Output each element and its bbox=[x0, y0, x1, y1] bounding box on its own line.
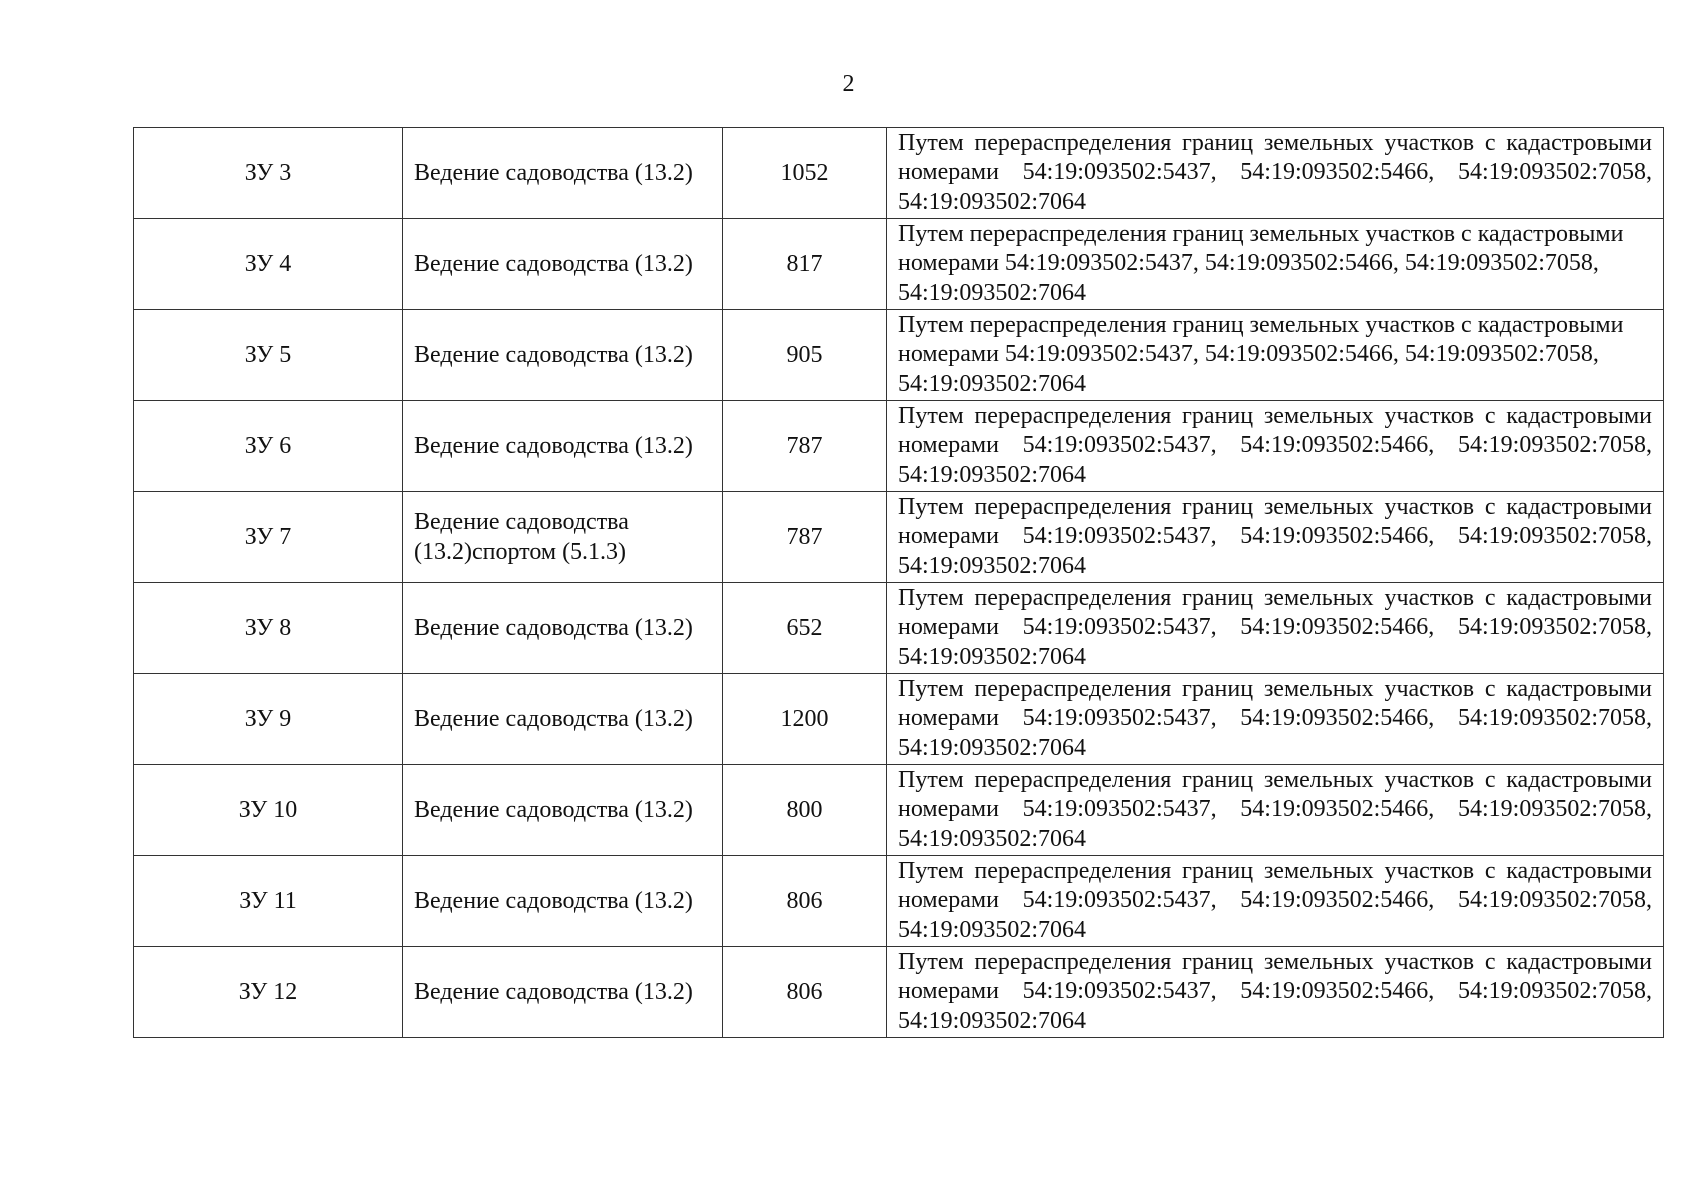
formation-method-cell: Путем перераспределения границ земельных участков с кадастровыми номерами 54:19:093502:5437, 54:19:093502:5466, 54:19:093502:7058, 54:19:093502:7064 bbox=[887, 492, 1664, 583]
formation-method-cell: Путем перераспределения границ земельных участков с кадастровыми номерами 54:19:093502:5437, 54:19:093502:5466, 54:19:093502:7058, 54:19:093502:7064 bbox=[887, 947, 1664, 1038]
land-plots-table bbox=[133, 127, 1664, 1038]
plot-id-cell: ЗУ 11 bbox=[134, 856, 403, 947]
land-plots-table-body bbox=[134, 128, 1664, 1038]
permitted-use-cell: Ведение садоводства (13.2) bbox=[403, 947, 723, 1038]
table-row bbox=[134, 947, 1664, 1038]
formation-method-cell: Путем перераспределения границ земельных участков с кадастровыми номерами 54:19:093502:5437, 54:19:093502:5466, 54:19:093502:7058, 54:19:093502:7064 bbox=[887, 856, 1664, 947]
permitted-use-cell: Ведение садоводства (13.2) bbox=[403, 765, 723, 856]
plot-id-cell: ЗУ 5 bbox=[134, 310, 403, 401]
permitted-use-cell: Ведение садоводства (13.2) bbox=[403, 128, 723, 219]
plot-id-cell: ЗУ 12 bbox=[134, 947, 403, 1038]
plot-area-cell: 806 bbox=[723, 856, 887, 947]
plot-area-cell: 1200 bbox=[723, 674, 887, 765]
permitted-use-cell: Ведение садоводства (13.2) bbox=[403, 674, 723, 765]
formation-method-cell: Путем перераспределения границ земельных участков с кадастровыми номерами 54:19:093502:5437, 54:19:093502:5466, 54:19:093502:7058, 54:19:093502:7064 bbox=[887, 765, 1664, 856]
plot-area-cell: 787 bbox=[723, 492, 887, 583]
table-row bbox=[134, 219, 1664, 310]
table-row bbox=[134, 856, 1664, 947]
table-row bbox=[134, 492, 1664, 583]
formation-method-cell: Путем перераспределения границ земельных участков с кадастровыми номерами 54:19:093502:5437, 54:19:093502:5466, 54:19:093502:7058, 54:19:093502:7064 bbox=[887, 128, 1664, 219]
permitted-use-cell: Ведение садоводства (13.2) bbox=[403, 583, 723, 674]
formation-method-cell: Путем перераспределения границ земельных участков с кадастровыми номерами 54:19:093502:5437, 54:19:093502:5466, 54:19:093502:7058, 54:19:093502:7064 bbox=[887, 310, 1664, 401]
table-row bbox=[134, 765, 1664, 856]
plot-area-cell: 905 bbox=[723, 310, 887, 401]
formation-method-cell: Путем перераспределения границ земельных участков с кадастровыми номерами 54:19:093502:5437, 54:19:093502:5466, 54:19:093502:7058, 54:19:093502:7064 bbox=[887, 583, 1664, 674]
plot-id-cell: ЗУ 7 bbox=[134, 492, 403, 583]
table-row bbox=[134, 128, 1664, 219]
page-number: 2 bbox=[842, 71, 855, 97]
permitted-use-cell: Ведение садоводства (13.2) bbox=[403, 401, 723, 492]
plot-area-cell: 800 bbox=[723, 765, 887, 856]
table-row bbox=[134, 583, 1664, 674]
permitted-use-cell: Ведение садоводства (13.2)спортом (5.1.3) bbox=[403, 492, 723, 583]
plot-id-cell: ЗУ 3 bbox=[134, 128, 403, 219]
permitted-use-cell: Ведение садоводства (13.2) bbox=[403, 219, 723, 310]
plot-area-cell: 787 bbox=[723, 401, 887, 492]
plot-area-cell: 652 bbox=[723, 583, 887, 674]
formation-method-cell: Путем перераспределения границ земельных участков с кадастровыми номерами 54:19:093502:5437, 54:19:093502:5466, 54:19:093502:7058, 54:19:093502:7064 bbox=[887, 219, 1664, 310]
plot-id-cell: ЗУ 10 bbox=[134, 765, 403, 856]
permitted-use-cell: Ведение садоводства (13.2) bbox=[403, 856, 723, 947]
plot-area-cell: 806 bbox=[723, 947, 887, 1038]
plot-area-cell: 1052 bbox=[723, 128, 887, 219]
plot-id-cell: ЗУ 4 bbox=[134, 219, 403, 310]
table-row bbox=[134, 674, 1664, 765]
table-row bbox=[134, 401, 1664, 492]
plot-area-cell: 817 bbox=[723, 219, 887, 310]
formation-method-cell: Путем перераспределения границ земельных участков с кадастровыми номерами 54:19:093502:5437, 54:19:093502:5466, 54:19:093502:7058, 54:19:093502:7064 bbox=[887, 674, 1664, 765]
permitted-use-cell: Ведение садоводства (13.2) bbox=[403, 310, 723, 401]
plot-id-cell: ЗУ 9 bbox=[134, 674, 403, 765]
formation-method-cell: Путем перераспределения границ земельных участков с кадастровыми номерами 54:19:093502:5437, 54:19:093502:5466, 54:19:093502:7058, 54:19:093502:7064 bbox=[887, 401, 1664, 492]
plot-id-cell: ЗУ 6 bbox=[134, 401, 403, 492]
table-row bbox=[134, 310, 1664, 401]
plot-id-cell: ЗУ 8 bbox=[134, 583, 403, 674]
